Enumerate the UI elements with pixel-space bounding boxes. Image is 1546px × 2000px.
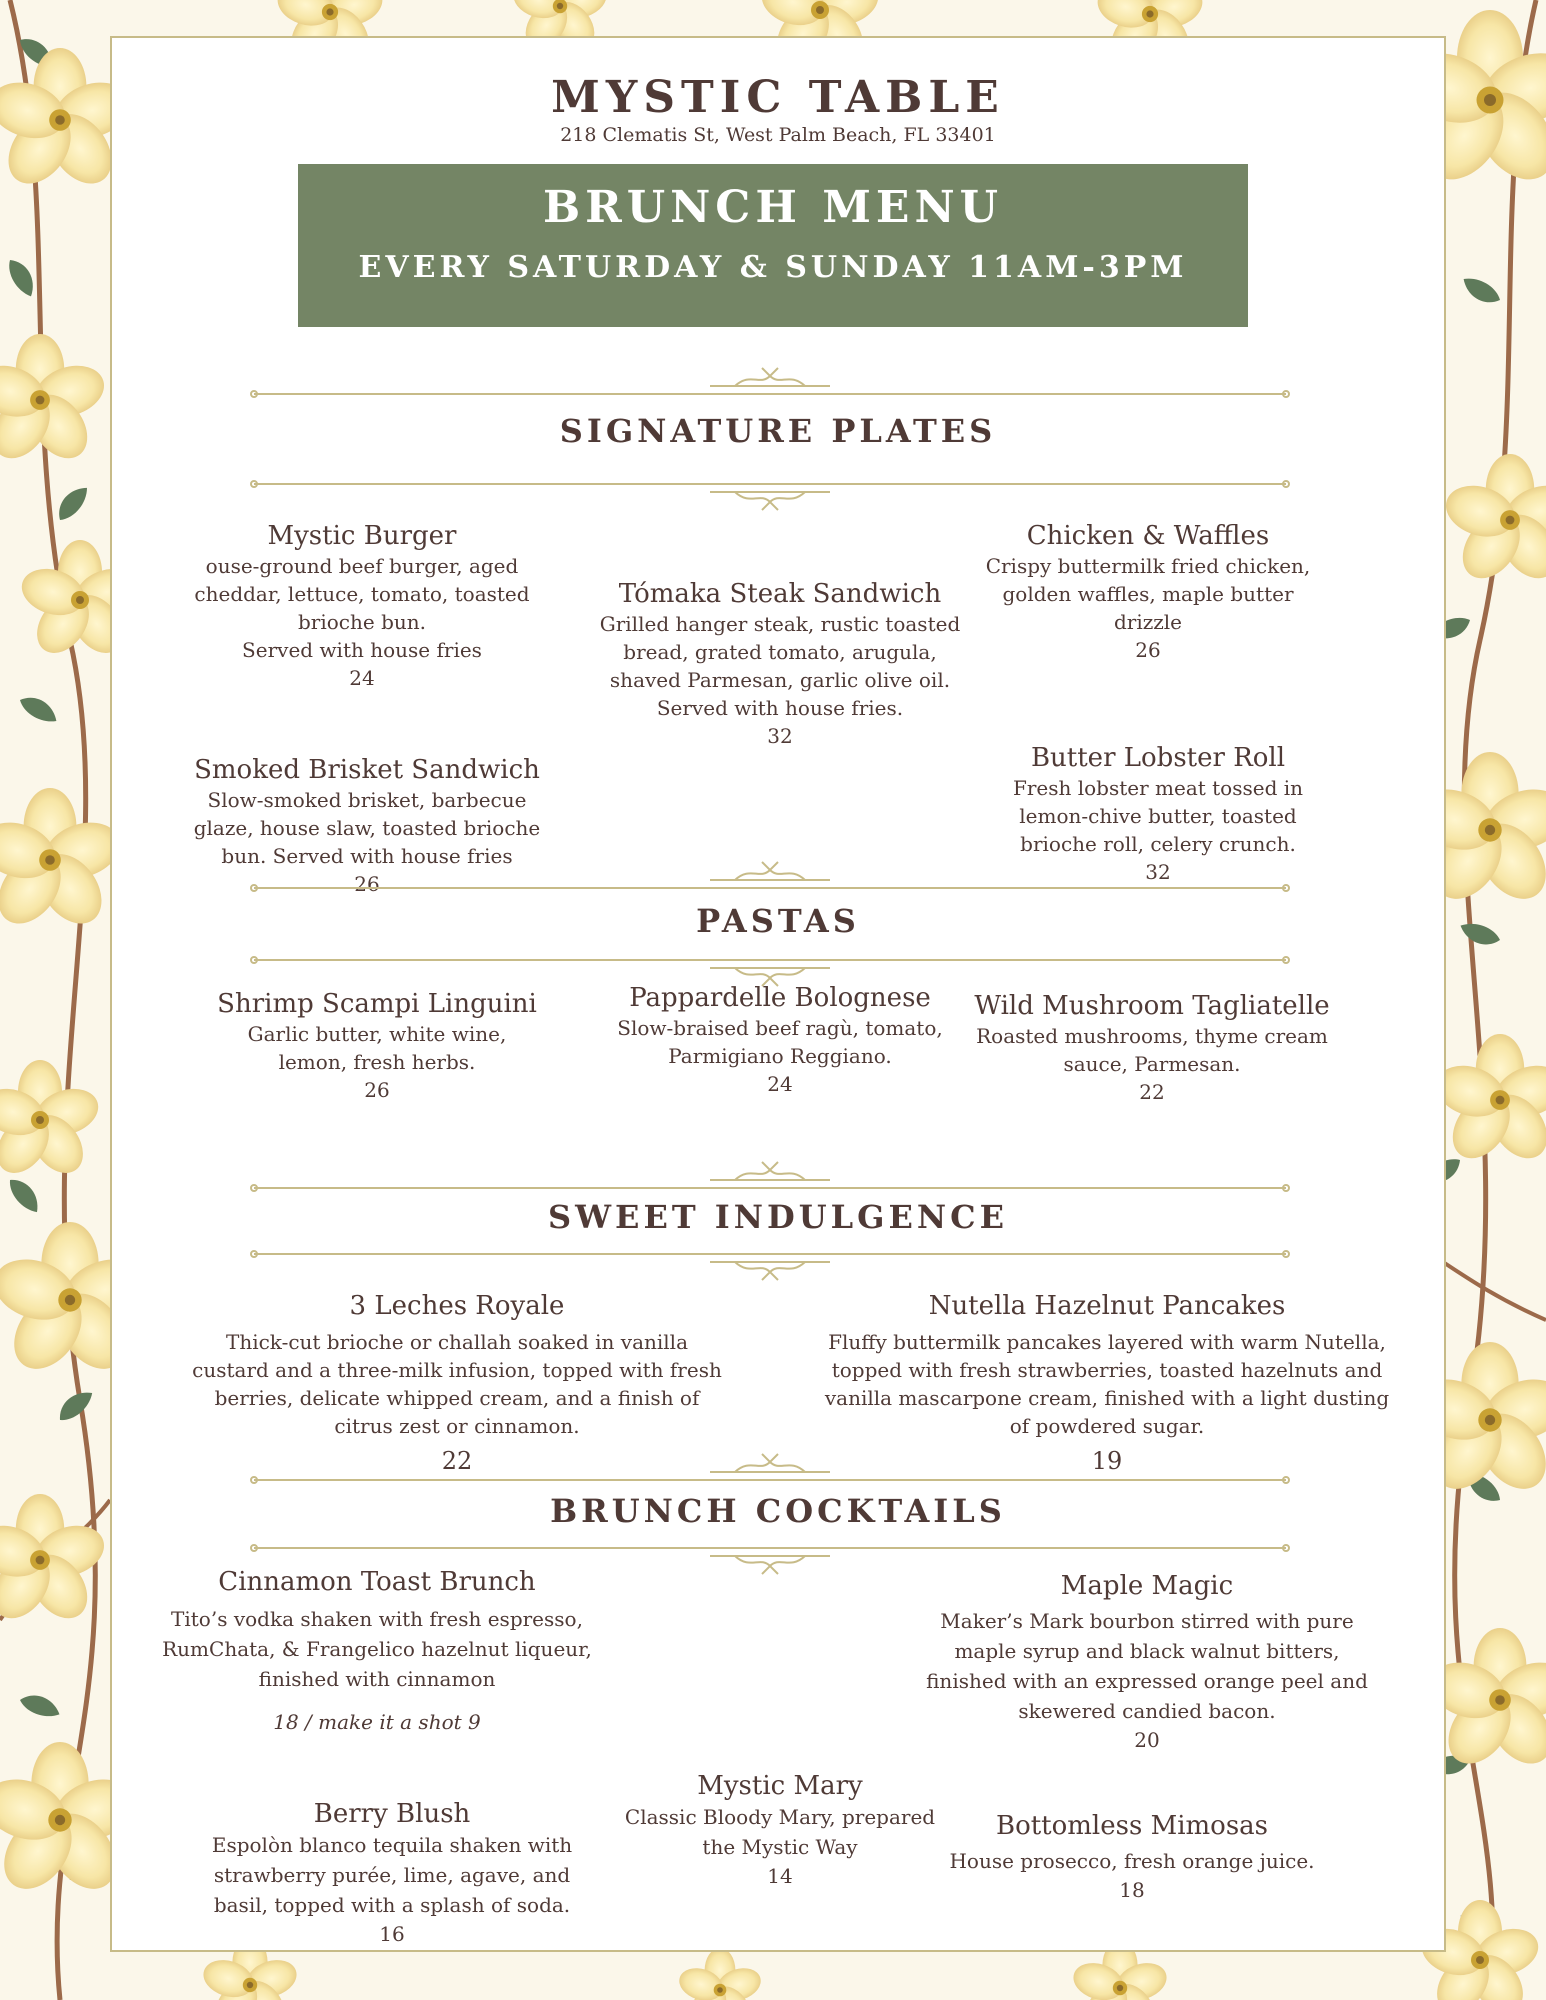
menu-item-mystic-mary	[606, 1770, 954, 1890]
item-price: 26	[364, 1078, 390, 1102]
menu-item-berry-blush	[192, 1798, 592, 1948]
item-description: House prosecco, fresh orange juice.	[949, 1849, 1315, 1873]
item-description: Thick-cut brioche or challah soaked in vanilla custard and a three-milk infusion, topped with fresh berries, delicate whipped cream, and a finish of citrus zest or cinnamon.	[192, 1330, 722, 1438]
item-description: Fluffy buttermilk pancakes layered with warm Nutella, topped with fresh strawberries, toasted hazelnuts and vanilla mascarpone cream, finished with a light dusting of powdered sugar.	[824, 1330, 1390, 1438]
item-price: 19	[1091, 1447, 1123, 1475]
section-title-sweet: SWEET INDULGENCE	[548, 1198, 1008, 1236]
item-description: Grilled hanger steak, rustic toasted bread, grated tomato, arugula, shaved Parmesan, garlic olive oil. Served with house fries.	[599, 612, 961, 720]
menu-item-shrimp-scampi-linguini	[212, 988, 542, 1104]
item-price: 14	[767, 1864, 793, 1888]
item-name: Butter Lobster Roll	[1030, 743, 1286, 773]
ornament-divider	[250, 364, 1290, 404]
ornament-divider	[250, 858, 1290, 898]
item-name: Shrimp Scampi Linguini	[217, 989, 537, 1019]
restaurant-address: 218 Clematis St, West Palm Beach, FL 33401	[560, 124, 996, 146]
menu-item-wild-mushroom-tagliatelle	[972, 990, 1332, 1106]
item-name: Tómaka Steak Sandwich	[618, 579, 942, 609]
item-price: 18	[1119, 1878, 1145, 1902]
item-price: 24	[767, 1072, 793, 1096]
menu-item-pappardelle-bolognese	[602, 982, 958, 1098]
item-description: Maker’s Mark bourbon stirred with pure maple syrup and black walnut bitters, finished with an expressed orange peel and skewered candied bacon.	[926, 1609, 1368, 1723]
item-description: Tito’s vodka shaken with fresh espresso, RumChata, & Frangelico hazelnut liqueur, finished with cinnamon	[162, 1607, 592, 1691]
item-price: 26	[1135, 638, 1161, 662]
item-name: Smoked Brisket Sandwich	[194, 755, 540, 785]
section-title-cocktails: BRUNCH COCKTAILS	[550, 1492, 1006, 1530]
item-description: Fresh lobster meat tossed in lemon-chive butter, toasted brioche roll, celery crunch.	[1012, 776, 1304, 856]
item-name: Mystic Burger	[267, 521, 457, 551]
menu-item-chicken-waffles	[978, 520, 1318, 664]
item-name: Nutella Hazelnut Pancakes	[928, 1291, 1286, 1321]
item-name: Pappardelle Bolognese	[629, 983, 931, 1013]
ornament-divider	[250, 478, 1290, 518]
item-price: 32	[1145, 860, 1171, 884]
section-title-signature: SIGNATURE PLATES	[559, 412, 997, 450]
ornament-divider	[250, 1158, 1290, 1198]
ornament-divider	[250, 1248, 1290, 1288]
ornament-divider	[250, 1450, 1290, 1490]
item-price: 32	[767, 724, 793, 748]
menu-item-cinnamon-toast-brunch	[152, 1566, 602, 1736]
item-price: 22	[441, 1447, 473, 1475]
item-description: Slow-braised beef ragù, tomato, Parmigiano Reggiano.	[617, 1016, 943, 1068]
item-price: 20	[1134, 1728, 1160, 1752]
item-description: Roasted mushrooms, thyme cream sauce, Parmesan.	[976, 1024, 1328, 1076]
menu-item-bottomless-mimosas	[932, 1810, 1332, 1904]
menu-item-maple-magic	[912, 1570, 1382, 1754]
item-name: Maple Magic	[1060, 1571, 1234, 1601]
menu-card	[110, 36, 1446, 1952]
item-name: 3 Leches Royale	[349, 1291, 565, 1321]
item-name: Bottomless Mimosas	[995, 1811, 1269, 1841]
item-name: Chicken & Waffles	[1026, 521, 1270, 551]
item-description: Garlic butter, white wine, lemon, fresh herbs.	[247, 1022, 507, 1074]
item-price: 16	[379, 1922, 405, 1946]
item-description-note: Served with house fries	[242, 638, 482, 662]
item-price: 18 / make it a shot 9	[273, 1710, 481, 1734]
restaurant-name: MYSTIC TABLE	[551, 72, 1005, 123]
banner-title: BRUNCH MENU	[542, 182, 1004, 233]
menu-item-tomaka-steak-sandwich	[592, 578, 968, 750]
banner-subtitle: EVERY SATURDAY & SUNDAY 11AM-3PM	[358, 250, 1188, 285]
item-description: Crispy buttermilk fried chicken, golden waffles, maple butter drizzle	[985, 554, 1311, 634]
item-name: Cinnamon Toast Brunch	[218, 1567, 536, 1597]
item-description: ouse-ground beef burger, aged cheddar, lettuce, tomato, toasted brioche bun.	[194, 554, 530, 634]
item-price: 24	[349, 666, 375, 690]
menu-item-mystic-burger	[192, 520, 532, 692]
brunch-banner	[298, 164, 1248, 327]
item-name: Wild Mushroom Tagliatelle	[974, 991, 1330, 1021]
item-price: 22	[1139, 1080, 1165, 1104]
item-price: 26	[354, 872, 380, 896]
item-description: Classic Bloody Mary, prepared the Mystic Way	[624, 1805, 936, 1859]
item-name: Mystic Mary	[697, 1771, 863, 1801]
section-title-pastas: PASTAS	[696, 902, 860, 940]
item-description: Slow-smoked brisket, barbecue glaze, house slaw, toasted brioche bun. Served with house fries	[193, 788, 541, 868]
item-name: Berry Blush	[313, 1799, 471, 1829]
item-description: Espolòn blanco tequila shaken with strawberry purée, lime, agave, and basil, topped with a splash of soda.	[211, 1833, 573, 1917]
